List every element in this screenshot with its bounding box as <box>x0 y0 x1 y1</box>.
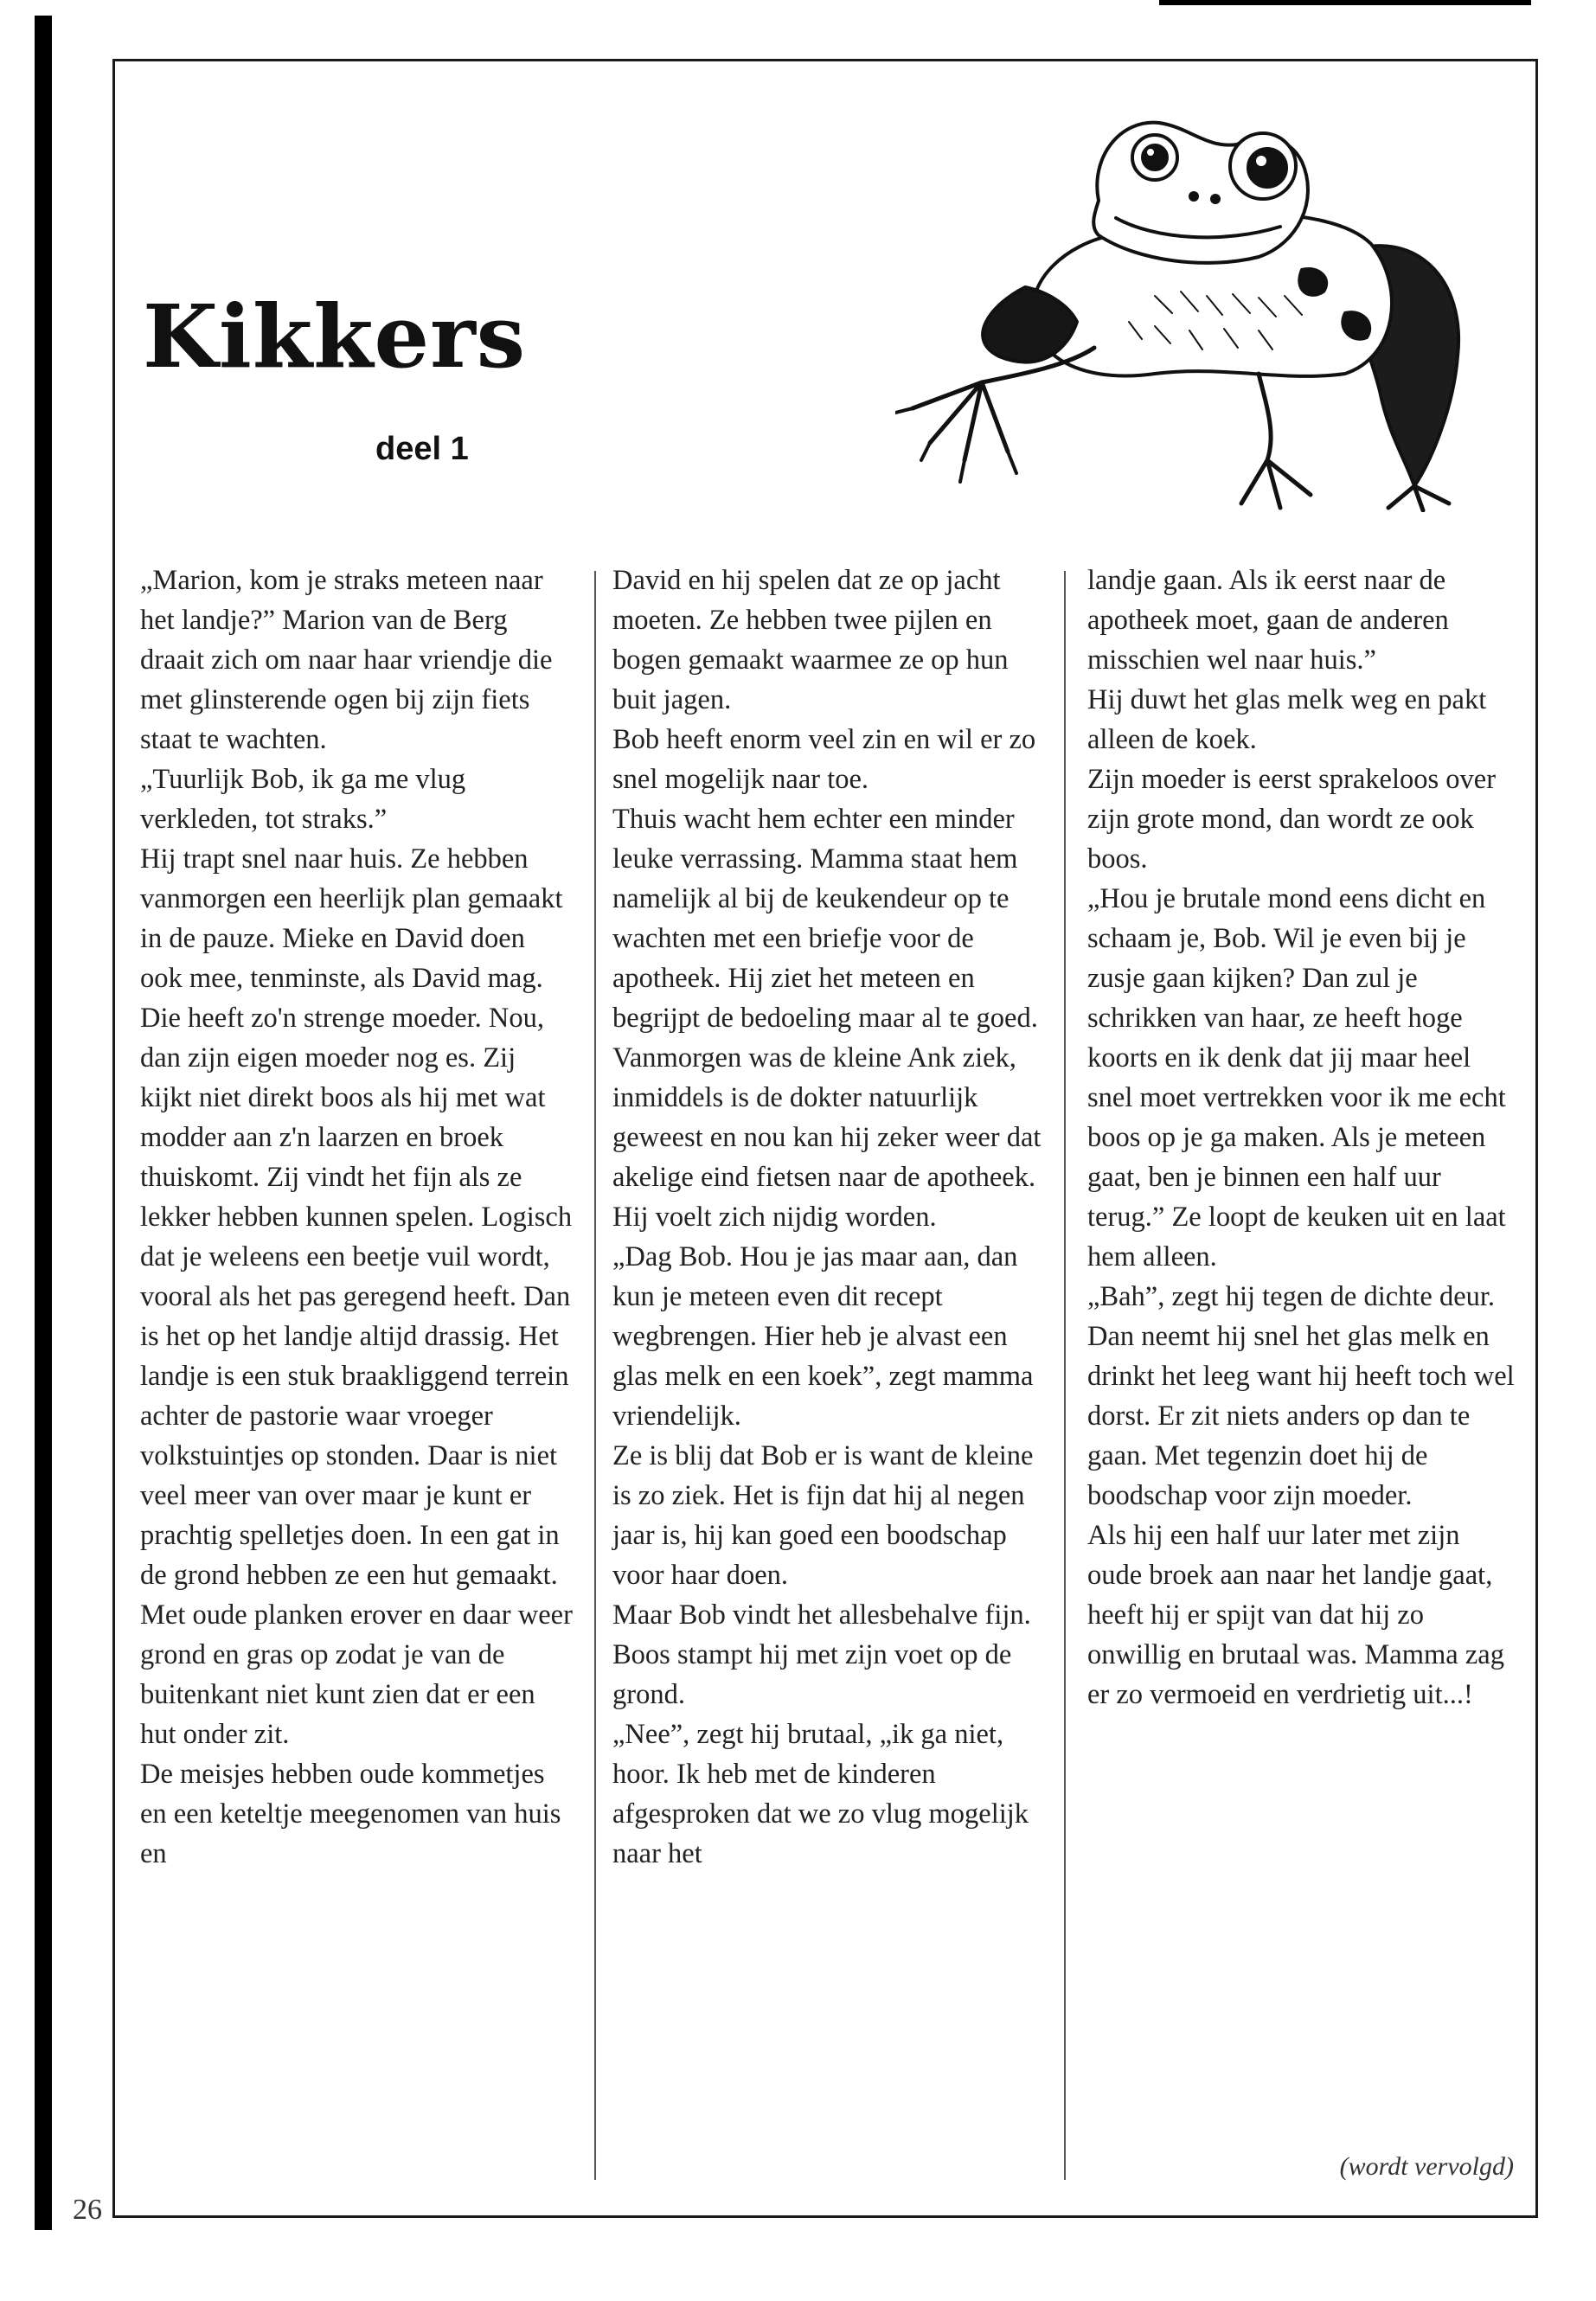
paragraph: „Dag Bob. Hou je jas maar aan, dan kun je meteen even dit recept wegbrengen. Hier heb je alvast een glas melk en een koek”, zegt mamma vriendelijk. <box>612 1241 1034 1432</box>
column-divider <box>594 571 596 2180</box>
paragraph: „Hou je brutale mond eens dicht en schaam je, Bob. Wil je even bij je zusje gaan kijken? Dan zul je schrikken van haar, ze heeft hoge koorts en ik denk dat jij maar heel snel moet vertrekken voor ik me echt boos op je ga maken. Als je meteen gaat, ben je binnen een half uur terug.” Ze loopt de keuken uit en laat hem alleen. <box>1087 883 1506 1272</box>
binding-edge <box>35 16 52 2230</box>
paragraph: landje gaan. Als ik eerst naar de apotheek moet, gaan de anderen misschien wel naar huis.” <box>1087 565 1449 676</box>
paragraph: David en hij spelen dat ze op jacht moeten. Ze hebben twee pijlen en bogen gemaakt waarmee ze op hun buit jagen. <box>612 565 1009 715</box>
paragraph: Bob heeft enorm veel zin en wil er zo snel mogelijk naar toe. <box>612 724 1036 795</box>
article-title: Kikkers <box>143 285 527 388</box>
paragraph: Hij duwt het glas melk weg en pakt alleen de koek. <box>1087 684 1487 755</box>
paragraph: „Bah”, zegt hij tegen de dichte deur. Dan neemt hij snel het glas melk en drinkt het leeg want hij heeft toch wel dorst. Er zit niets anders op dan te gaan. Met tegenzin doet hij de boodschap voor zijn moeder. <box>1087 1281 1515 1511</box>
text-column-2 <box>612 561 1045 1874</box>
paragraph: Hij trapt snel naar huis. Ze hebben vanmorgen een heerlijk plan gemaakt in de pauze. Mieke en David doen ook mee, tenminste, als David mag. Die heeft zo'n strenge moeder. Nou, dan zijn eigen moeder nog es. Zij kijkt niet direkt boos als hij met wat modder aan z'n laarzen en broek thuiskomt. Zij vindt het fijn als ze lekker hebben kunnen spelen. Logisch dat je weleens een beetje vuil wordt, vooral als het pas geregend heeft. Dan is het op het landje altijd drassig. Het landje is een stuk braakliggend terrein achter de pastorie waar vroeger volkstuintjes op stonden. Daar is niet veel meer van over maar je kunt er prachtig spelletjes doen. In een gat in de grond hebben ze een hut gemaakt. Met oude planken erover en daar weer grond en gras op zodat je van de buitenkant niet kunt zien dat er een hut onder zit. <box>140 843 573 1750</box>
column-divider <box>1064 571 1066 2180</box>
text-column-3 <box>1087 561 1520 1715</box>
to-be-continued-note: (wordt vervolgd) <box>1339 2152 1514 2181</box>
article-subtitle: deel 1 <box>375 431 469 467</box>
paragraph: De meisjes hebben oude kommetjes en een keteltje meegenomen van huis en <box>140 1759 561 1869</box>
paragraph: „Marion, kom je straks meteen naar het landje?” Marion van de Berg draait zich om naar haar vriendje die met glinsterende ogen bij zijn fiets staat te wachten. <box>140 565 553 755</box>
page-number: 26 <box>73 2194 102 2226</box>
frog-illustration-icon <box>895 97 1501 512</box>
text-column-1 <box>140 561 573 1874</box>
paragraph: Als hij een half uur later met zijn oude broek aan naar het landje gaat, heeft hij er spijt van dat hij zo onwillig en brutaal was. Mamma zag er zo vermoeid en verdrietig uit...! <box>1087 1520 1504 1710</box>
paragraph: Zijn moeder is eerst sprakeloos over zijn grote mond, dan wordt ze ook boos. <box>1087 764 1497 875</box>
top-rule <box>1159 0 1531 5</box>
paragraph: Thuis wacht hem echter een minder leuke verrassing. Mamma staat hem namelijk al bij de keukendeur op te wachten met een briefje voor de apotheek. Hij ziet het meteen en begrijpt de bedoeling maar al te goed. Vanmorgen was de kleine Ank ziek, inmiddels is de dokter natuurlijk geweest en nou kan hij zeker weer dat akelige eind fietsen naar de apotheek. Hij voelt zich nijdig worden. <box>612 804 1042 1233</box>
paragraph: „Nee”, zegt hij brutaal, „ik ga niet, hoor. Ik heb met de kinderen afgesproken dat we zo vlug mogelijk naar het <box>612 1719 1029 1869</box>
paragraph: Maar Bob vindt het allesbehalve fijn. Boos stampt hij met zijn voet op de grond. <box>612 1599 1031 1710</box>
paragraph: Ze is blij dat Bob er is want de kleine is zo ziek. Het is fijn dat hij al negen jaar is, hij kan goed een boodschap voor haar doen. <box>612 1440 1034 1591</box>
paragraph: „Tuurlijk Bob, ik ga me vlug verkleden, tot straks.” <box>140 764 466 835</box>
